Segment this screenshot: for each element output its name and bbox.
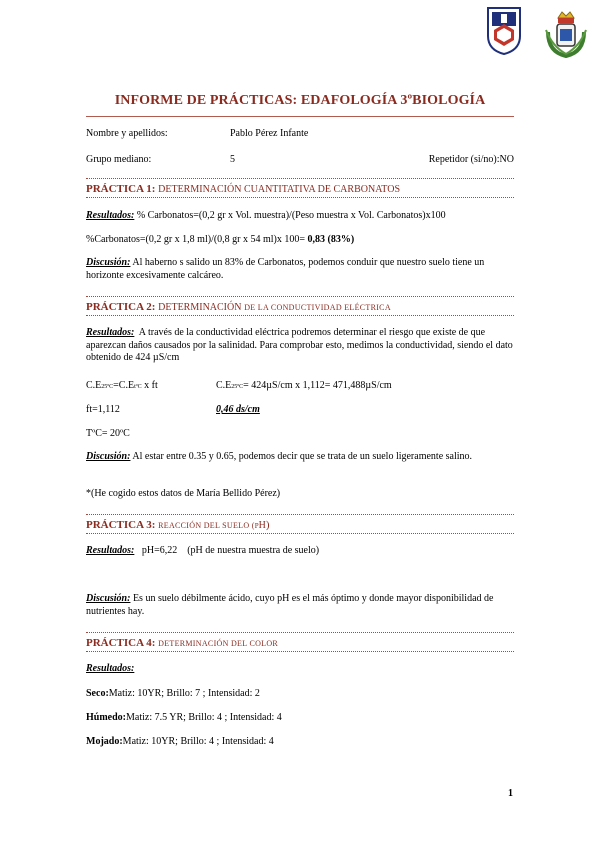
practica-1-heading: PRÁCTICA 1: DETERMINACIÓN CUANTITATIVA DE CARBONATOS — [86, 183, 401, 195]
p2-temperature: TºC= 20ºC — [86, 428, 130, 439]
practica-2-heading: PRÁCTICA 2: DETERMINACIÓN DE LA CONDUCTIVIDAD ELÉCTRICA — [86, 301, 391, 313]
page-number: 1 — [508, 788, 513, 799]
title-divider — [86, 116, 514, 117]
practica-3-heading: PRÁCTICA 3: REACCIÓN DEL SUELO (pH) — [86, 519, 270, 531]
divider — [86, 315, 514, 316]
divider — [86, 514, 514, 515]
divider — [86, 197, 514, 198]
divider — [86, 296, 514, 297]
p2-discussion: Discusión: Al estar entre 0.35 y 0.65, podemos decir que se trata de un suelo ligeramente salino. — [86, 451, 473, 462]
name-value: Pablo Pérez Infante — [230, 128, 309, 139]
divider — [86, 533, 514, 534]
repeater-field: Repetidor (si/no):NO — [428, 154, 514, 165]
p4-results-label: Resultados: — [86, 663, 135, 674]
group-row — [86, 154, 514, 165]
p1-calculation: %Carbonatos=(0,2 gr x 1,8 ml)/(0,8 gr x 54 ml)x 100= 0,83 (83%) — [86, 234, 355, 245]
divider — [86, 632, 514, 633]
divider — [86, 178, 514, 179]
p2-ce-calculation: C.E25ºC= 424µS/cm x 1,112= 471,488µS/cm — [216, 380, 392, 391]
practica-4-heading: PRÁCTICA 4: DETERMINACIÓN DEL COLOR — [86, 637, 279, 649]
p3-discussion: Discusión: Es un suelo débilmente ácido, cuyo pH es el más óptimo y donde mayor disponibilidad de nutrientes hay. — [86, 593, 494, 617]
p4-row-seco: Seco:Matiz: 10YR; Brillo: 7 ; Intensidad: 2 — [86, 688, 260, 699]
p2-results: Resultados: A través de la conductividad eléctrica podremos determinar el riesgo que existe de que aparezcan daños causados por la salinidad. Para comprobar esto, medimos la conductividad, siendo el dato obtenido de 424 µS/cm — [86, 327, 513, 363]
divider — [86, 651, 514, 652]
p2-note: *(He cogido estos datos de María Bellido Pérez) — [86, 488, 281, 499]
p2-result-ds: 0,46 ds/cm — [216, 404, 260, 415]
p2-ft: ft=1,112 — [86, 404, 120, 415]
p3-results: Resultados: pH=6,22 (pH de nuestra muestra de suelo) — [86, 545, 320, 556]
p4-row-mojado: Mojado:Matiz: 10YR; Brillo: 4 ; Intensidad: 4 — [86, 736, 274, 747]
p2-ce-formula: C.E25ºC=C.EtºC x ft — [86, 380, 158, 391]
name-row — [86, 128, 514, 139]
document-title: INFORME DE PRÁCTICAS: EDAFOLOGÍA 3ºBIOLOGÍA — [114, 93, 486, 108]
group-label: Grupo mediano: — [86, 154, 152, 165]
name-label: Nombre y apellidos: — [86, 128, 168, 139]
crest-logo — [542, 6, 590, 58]
university-logo — [486, 6, 522, 56]
group-value: 5 — [230, 154, 235, 165]
p1-formula: Resultados: % Carbonatos=(0,2 gr x Vol. muestra)/(Peso muestra x Vol. Carbonatos)x100 — [86, 210, 446, 221]
p1-discussion: Discusión: Al haberno s salido un 83% de Carbonatos, podemos conduir que nuestro suelo tiene un horizonte excesivamente calcáreo. — [86, 257, 485, 281]
p4-row-humedo: Húmedo:Matiz: 7.5 YR; Brillo: 4 ; Intensidad: 4 — [86, 712, 282, 723]
